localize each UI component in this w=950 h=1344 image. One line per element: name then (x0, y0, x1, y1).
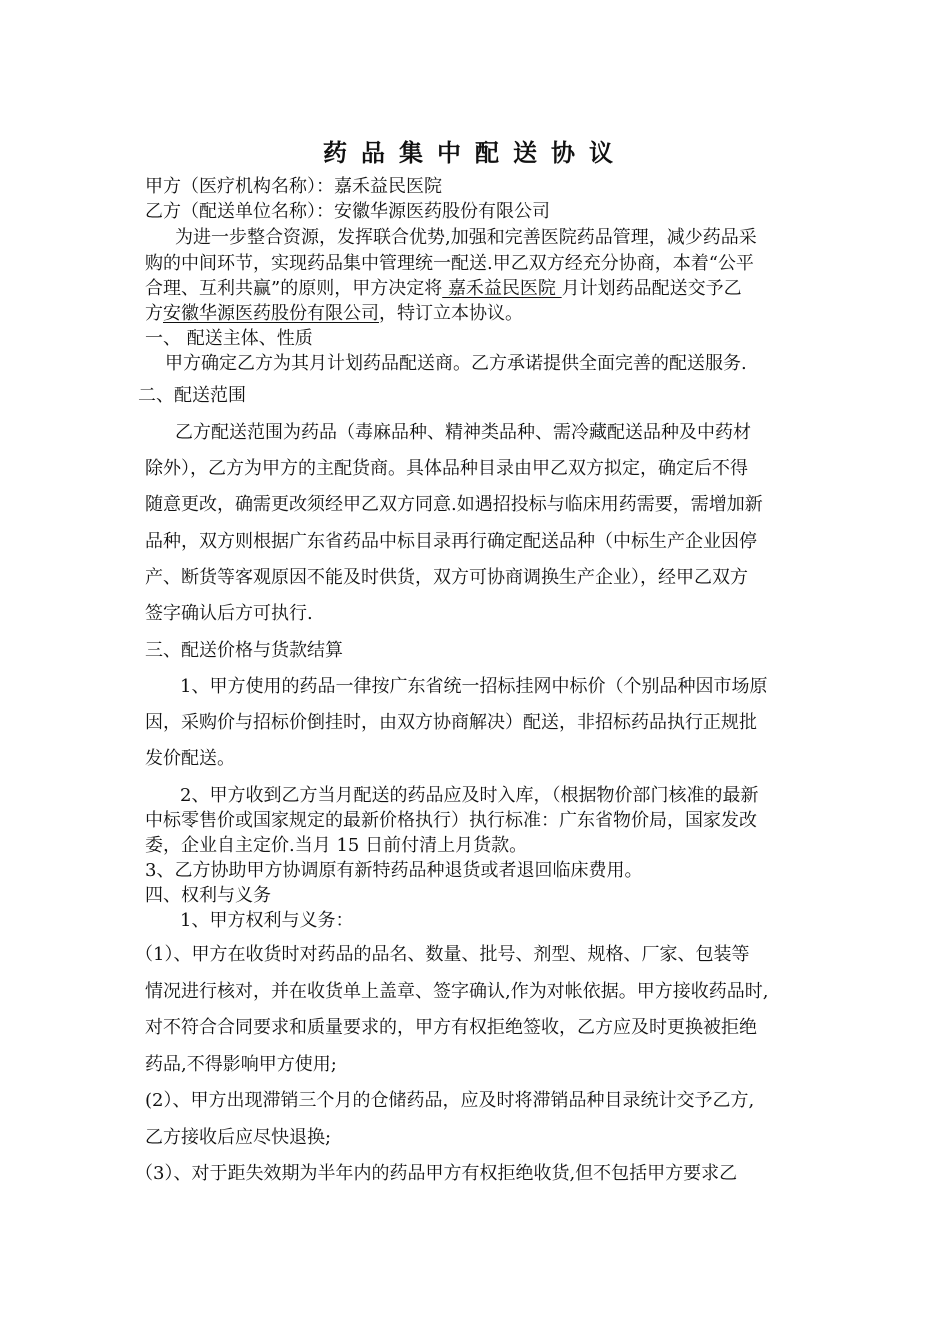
section-4-item-2-line-1: (2）、甲方出现滞销三个月的仓储药品，应及时将滞销品种目录统计交予乙方, (145, 1090, 755, 1111)
section-4-item-3-line-1: （3）、对于距失效期为半年内的药品甲方有权拒绝收货,但不包括甲方要求乙 (135, 1163, 738, 1184)
section-2-line-1: 乙方配送范围为药品（毒麻品种、精神类品种、需冷藏配送品种及中药材 (175, 422, 751, 443)
document-title: 药品集中配送协议 (323, 139, 627, 167)
section-3-p2-line-3: 委，企业自主定价.当月 15 日前付清上月货款。 (145, 835, 528, 856)
intro-line-1: 为进一步整合资源，发挥联合优势,加强和完善医院药品管理，减少药品采 (175, 227, 757, 248)
intro-line-3-b: 月计划药品配送交予乙 (561, 278, 742, 299)
section-2-line-2: 除外），乙方为甲方的主配货商。具体品种目录由甲乙双方拟定，确定后不得 (145, 458, 748, 479)
section-3-p1-line-3: 发价配送。 (145, 748, 235, 769)
intro-line-4-a: 方 (145, 303, 163, 324)
section-3-p1-line-2: 因，采购价与招标价倒挂时，由双方协商解决）配送，非招标药品执行正规批 (145, 712, 757, 733)
section-4-heading: 四、权利与义务 (145, 885, 271, 906)
section-3-heading: 三、配送价格与货款结算 (145, 640, 343, 661)
section-2-heading: 二、配送范围 (138, 385, 246, 406)
section-4-item-1-line-3: 对不符合合同要求和质量要求的，甲方有权拒绝签收，乙方应及时更换被拒绝 (145, 1017, 757, 1038)
section-4-item-1-line-2: 情况进行核对，并在收货单上盖章、签字确认,作为对帐依据。甲方接收药品时, (145, 981, 769, 1002)
section-2-line-5: 产、断货等客观原因不能及时供货，双方可协商调换生产企业），经甲乙双方 (145, 567, 748, 588)
section-3-p3: 3、乙方协助甲方协调原有新特药品种退货或者退回临床费用。 (145, 860, 643, 881)
section-2-line-6: 签字确认后方可执行. (145, 603, 313, 624)
supplier-name-blank: 安徽华源医药股份有限公司 (163, 303, 379, 324)
intro-line-4-b: ，特订立本协议。 (379, 303, 523, 324)
section-2-line-3: 随意更改，确需更改须经甲乙双方同意.如遇招投标与临床用药需要，需增加新 (145, 494, 763, 515)
section-4-item-2-line-2: 乙方接收后应尽快退换; (145, 1127, 332, 1148)
party-b-line: 乙方（配送单位名称）：安徽华源医药股份有限公司 (145, 201, 550, 222)
section-3-p2-line-1: 2、甲方收到乙方当月配送的药品应及时入库，（根据物价部门核准的最新 (180, 785, 759, 806)
section-3-p2-line-2: 中标零售价或国家规定的最新价格执行）执行标准：广东省物价局，国家发改 (145, 810, 757, 831)
section-1-paragraph: 甲方确定乙方为其月计划药品配送商。乙方承诺提供全面完善的配送服务. (165, 353, 747, 374)
intro-line-2: 购的中间环节，实现药品集中管理统一配送.甲乙双方经充分协商，本着“公平 (145, 253, 754, 274)
section-4-sub-1: 1、甲方权利与义务： (180, 910, 354, 931)
intro-line-4 (145, 302, 523, 326)
hospital-name-blank: 嘉禾益民医院 (442, 278, 562, 299)
section-1-heading: 一、 配送主体、性质 (145, 328, 313, 349)
intro-line-3 (145, 277, 742, 301)
party-a-line: 甲方（医疗机构名称）：嘉禾益民医院 (145, 176, 442, 197)
section-3-p1-line-1: 1、甲方使用的药品一律按广东省统一招标挂网中标价（个别品种因市场原 (180, 676, 768, 697)
section-4-item-1-line-1: （1）、甲方在收货时对药品的品名、数量、批号、剂型、规格、厂家、包装等 (135, 944, 750, 965)
intro-line-3-a: 合理、互利共赢”的原则，甲方决定将 (145, 278, 443, 299)
section-4-item-1-line-4: 药品,不得影响甲方使用; (145, 1054, 337, 1075)
section-2-line-4: 品种，双方则根据广东省药品中标目录再行确定配送品种（中标生产企业因停 (145, 531, 757, 552)
